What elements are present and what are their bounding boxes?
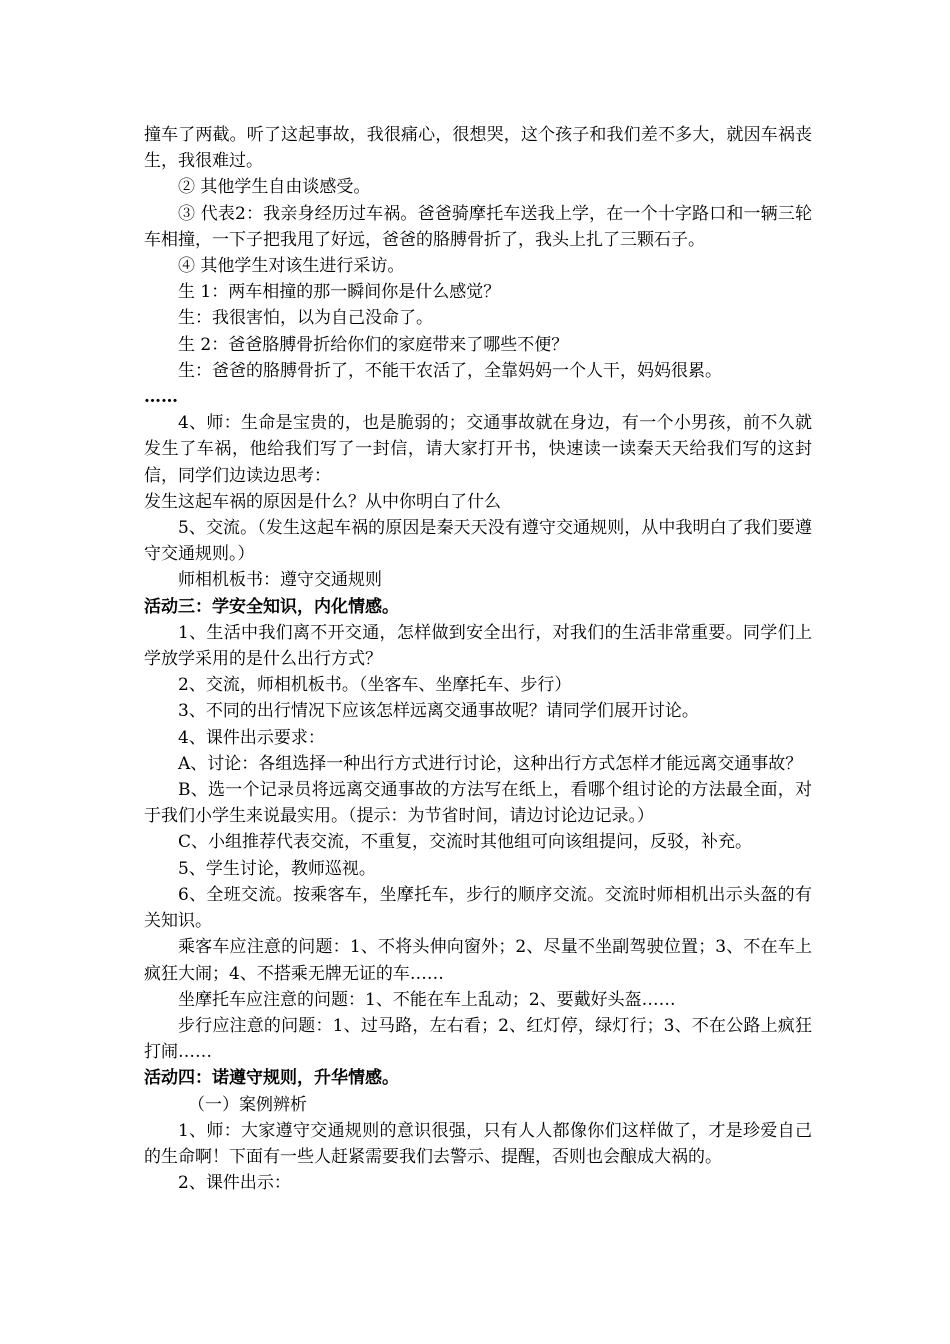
section-heading: 活动四：诺遵守规则，升华情感。 [144,1068,399,1089]
document-body [144,122,812,1196]
paragraph: 坐摩托车应注意的问题：1、不能在车上乱动；2、要戴好头盔…… [178,989,676,1010]
paragraph: 师相机板书：遵守交通规则 [178,570,382,591]
paragraph: 3、不同的出行情况下应该怎样远离交通事故呢？请同学们展开讨论。 [178,701,699,722]
dialogue-line: 生：爸爸的胳膊骨折了，不能干农活了，全靠妈妈一个人干，妈妈很累。 [178,360,722,381]
paragraph: 1、生活中我们离不开交通，怎样做到安全出行，对我们的生活非常重要。同学们上学放学采用的是什么出行方式？ [144,622,812,670]
paragraph: 1、师：大家遵守交通规则的意识很强，只有人人都像你们这样做了，才是珍爱自己的生命啊！下面有一些人赶紧需要我们去警示、提醒，否则也会酿成大祸的。 [144,1120,812,1167]
paragraph: 发生这起车祸的原因是什么？从中你明白了什么 [144,491,501,512]
dialogue-line: 生 2：爸爸胳膊骨折给你们的家庭带来了哪些不便？ [178,334,569,355]
paragraph: C、小组推荐代表交流，不重复，交流时其他组可向该组提问，反驳，补充。 [178,832,753,853]
paragraph: ③ 代表2：我亲身经历过车祸。爸爸骑摩托车送我上学，在一个十字路口和一辆三轮车相撞，一下子把我甩了好远，爸爸的胳膊骨折了，我头上扎了三颗石子。 [144,203,812,250]
paragraph: 5、学生讨论，教师巡视。 [178,858,376,879]
paragraph: 4、师：生命是宝贵的，也是脆弱的；交通事故就在身边，有一个小男孩，前不久就发生了车祸，他给我们写了一封信，请大家打开书，快速读一读秦天天给我们写的这封信，同学们边读边思考： [144,413,812,486]
paragraph: 2、课件出示： [178,1173,291,1194]
paragraph: 5、交流。（发生这起车祸的原因是秦天天没有遵守交通规则，从中我明白了我们要遵守交通规则。） [144,518,812,565]
dialogue-line: 生：我很害怕，以为自己没命了。 [178,308,433,329]
dialogue-line: 生 1：两车相撞的那一瞬间你是什么感觉？ [178,282,501,303]
ellipsis-line: …… [144,387,178,408]
paragraph: 6、全班交流。按乘客车，坐摩托车，步行的顺序交流。交流时师相机出示头盔的有关知识。 [144,884,812,932]
paragraph: 4、课件出示要求： [178,727,325,748]
paragraph: 撞车了两截。听了这起事故，我很痛心，很想哭，这个孩子和我们差不多大，就因车祸丧生，我很难过。 [144,125,812,172]
subsection-heading: （一）案例辨析 [188,1094,307,1115]
paragraph: ② 其他学生自由谈感受。 [178,177,371,198]
paragraph: ④ 其他学生对该生进行采访。 [178,256,405,277]
paragraph: B、选一个记录员将远离交通事故的方法写在纸上，看哪个组讨论的方法最全面，对于我们小学生来说最实用。（提示：为节省时间，请边讨论边记录。） [144,780,812,827]
paragraph: A、讨论：各组选择一种出行方式进行讨论，这种出行方式怎样才能远离交通事故？ [178,753,803,774]
paragraph: 乘客车应注意的问题：1、不将头伸向窗外；2、尽量不坐副驾驶位置；3、不在车上疯狂大闹；4、不搭乘无牌无证的车…… [144,937,812,984]
section-heading: 活动三：学安全知识，内化情感。 [144,596,399,617]
paragraph: 步行应注意的问题：1、过马路，左右看；2、红灯停，绿灯行；3、不在公路上疯狂打闹…… [144,1015,812,1063]
paragraph: 2、交流，师相机板书。（坐客车、坐摩托车、步行） [178,675,572,696]
